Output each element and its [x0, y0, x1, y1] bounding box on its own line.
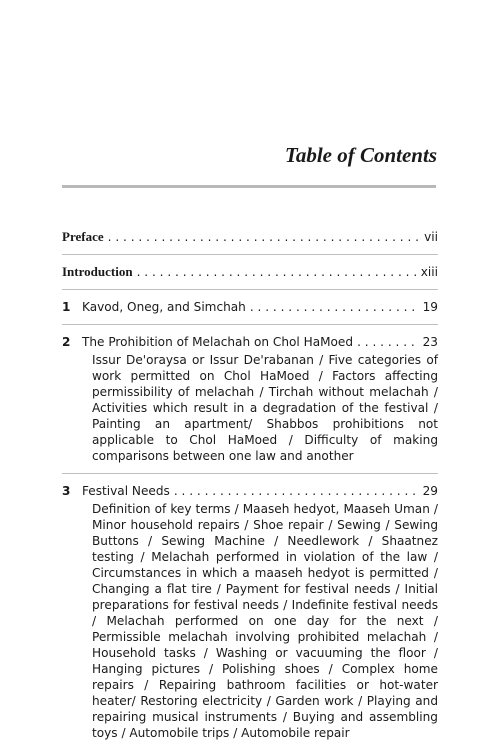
- chapter-summary: Issur De'oraysa or Issur De'rabanan / Five categories of work permitted on Chol HaMoed / Factors affecting permissibility of melachah / Tirchah without melachah / Activities which result in a degradation of the festival / Painting an apartment/ Shabbos prohibitions not applicable to Chol HaMoed / Difficulty of making comparisons between one law and another: [92, 353, 438, 463]
- entry-label: Introduction: [62, 264, 133, 279]
- dot-leader: [250, 299, 419, 315]
- chapter-title: Kavod, Oneg, and Simchah: [82, 300, 246, 314]
- page-title: Table of Contents: [284, 143, 437, 167]
- toc-entry-chapter-2[interactable]: [62, 334, 438, 350]
- dot-leader: [137, 264, 417, 280]
- chapter-title: The Prohibition of Melachah on Chol HaMoed: [82, 335, 354, 349]
- divider: [62, 289, 438, 290]
- chapter-summary: Definition of key terms / Maaseh hedyot, Maaseh Uman / Minor household repairs / Shoe repair / Sewing / Sewing Buttons / Sewing Machine / Needlework / Shaatnez testing / Melachah performed in violation of the law / Circumstances in which a maaseh hedyot is permitted / Changing a flat tire / Payment for festival needs / Initial preparations for festival needs / Indefinite festival needs / Melachah performed on one day for the next / Permissible melachah involving prohibited melachah / Household tasks / Washing or vacuuming the floor / Hanging pictures / Polishing shoes / Complex home repairs / Repairing bathroom facilities or hot-water heater/ Restoring electricity / Garden work / Playing and repairing musical instruments / Buying and assembling toys / Automobile trips / Automobile repair: [92, 502, 438, 740]
- divider: [62, 324, 438, 325]
- title-rule: [62, 185, 436, 188]
- chapter-title: Festival Needs: [82, 484, 170, 498]
- chapter-number: 2: [62, 335, 71, 349]
- dot-leader: [108, 229, 420, 245]
- dot-leader: [357, 334, 419, 350]
- chapter-page: 23: [422, 335, 438, 349]
- dot-leader: [174, 483, 419, 499]
- chapter-page: 19: [422, 300, 438, 314]
- divider: [62, 473, 438, 474]
- chapter-number: 3: [62, 484, 71, 498]
- toc-entry-preface[interactable]: [62, 229, 438, 245]
- toc-entry-chapter-1[interactable]: [62, 299, 438, 315]
- entry-page: vii: [424, 230, 438, 244]
- chapter-number: 1: [62, 300, 71, 314]
- chapter-page: 29: [422, 484, 438, 498]
- toc-list: [62, 229, 438, 741]
- entry-label: Preface: [62, 229, 104, 244]
- toc-entry-introduction[interactable]: [62, 264, 438, 280]
- entry-page: xiii: [420, 265, 438, 279]
- toc-entry-chapter-3[interactable]: [62, 483, 438, 499]
- divider: [62, 254, 438, 255]
